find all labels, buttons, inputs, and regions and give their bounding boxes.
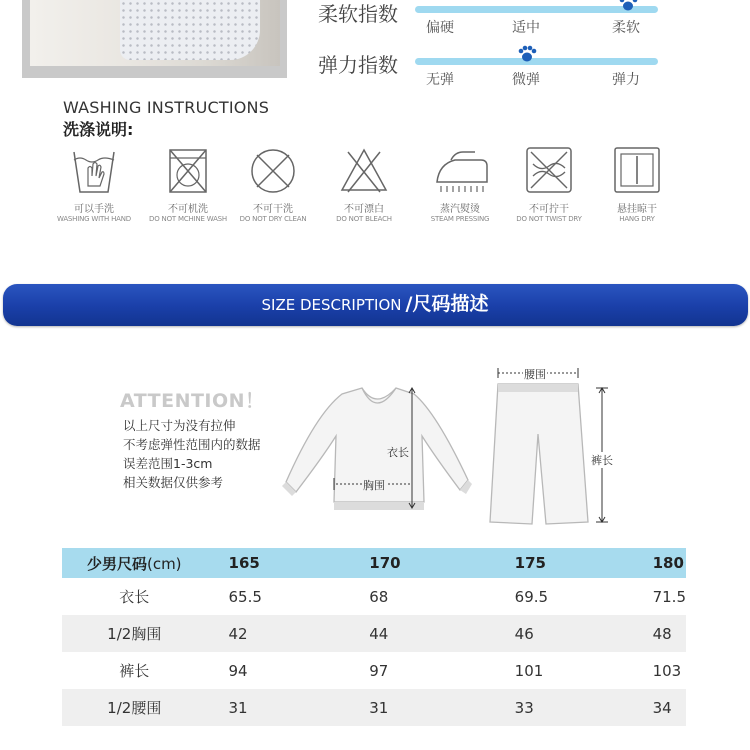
table-cell: 101: [514, 661, 544, 680]
diagram-label-chest: 胸围: [363, 479, 385, 492]
hand-wash-icon: [66, 146, 122, 198]
no-bleach-icon: [336, 146, 392, 198]
wash-no-wring-cn: 不可拧干: [529, 204, 569, 215]
header-label-cell: [62, 548, 207, 578]
header-size: 165: [207, 548, 348, 578]
wash-hang-dry-en: HANG DRY: [619, 215, 655, 223]
banner-en: SIZE DESCRIPTION: [261, 296, 402, 314]
size-table-header: [62, 548, 686, 578]
table-cell: 48: [631, 615, 686, 652]
washing-title-en: WASHING INSTRUCTIONS: [63, 98, 270, 117]
wash-steam-iron-cn: 蒸汽熨烫: [440, 204, 480, 215]
size-table: [62, 548, 686, 726]
wash-hand-en: WASHING WITH HAND: [56, 215, 131, 223]
row-label: 1/2胸围: [62, 615, 207, 652]
softness-paw-icon: [618, 0, 638, 12]
row-label: 1/2腰围: [62, 689, 207, 726]
wash-no-wring-en: DO NOT TWIST DRY: [516, 215, 582, 223]
wash-no-machine-cn: 不可机洗: [168, 204, 208, 215]
elasticity-paw-icon: [517, 45, 537, 63]
table-row: [62, 578, 686, 615]
softness-label-soft: 柔软: [612, 20, 640, 36]
elasticity-title: 弹力指数: [318, 53, 398, 77]
table-row: [62, 652, 686, 689]
wash-no-dry-clean-cn: 不可干洗: [253, 204, 293, 215]
softness-label-medium: 适中: [512, 20, 540, 36]
wash-no-dry-clean-en: DO NOT DRY CLEAN: [239, 215, 307, 223]
table-cell: 42: [207, 615, 348, 652]
diagram-label-waist: 腰围: [524, 368, 546, 381]
table-cell: 103: [652, 661, 682, 680]
table-cell: 69.5: [514, 587, 549, 606]
table-cell: 31: [207, 689, 348, 726]
softness-label-hard: 偏硬: [426, 20, 454, 36]
elasticity-label-elastic: 弹力: [612, 72, 640, 88]
wash-item-steam-iron: [420, 146, 500, 223]
pants-outline: [490, 384, 588, 524]
wash-steam-iron-en: STEAM PRESSING: [430, 215, 490, 223]
diagram-label-pants-length: 裤长: [591, 454, 613, 467]
banner-cn: /尺码描述: [405, 293, 489, 315]
row-label: 裤长: [119, 662, 150, 680]
table-row: [62, 689, 686, 726]
table-cell: 46: [493, 615, 631, 652]
washing-title-cn: 洗涤说明:: [63, 120, 134, 139]
wash-item-no-machine: [148, 146, 228, 223]
wash-hang-dry-cn: 悬挂晾干: [617, 204, 657, 215]
table-cell: 65.5: [228, 587, 262, 606]
softness-title: 柔软指数: [318, 2, 398, 26]
wash-no-bleach-en: DO NOT BLEACH: [336, 215, 392, 223]
no-machine-wash-icon: [160, 146, 216, 198]
attention-line-2: 不考虑弹性范围内的数据: [123, 437, 261, 452]
header-size: 170: [347, 548, 492, 578]
diagram-label-top-length: 衣长: [387, 446, 409, 459]
wash-no-machine-en: DO NOT MCHINE WASH: [149, 215, 227, 223]
no-wring-icon: [521, 146, 577, 198]
wash-no-bleach-cn: 不可漂白: [344, 204, 384, 215]
header-label: 少男尺码: [86, 554, 147, 573]
attention-line-1: 以上尺寸为没有拉伸: [123, 418, 236, 433]
size-description-heading: [0, 284, 750, 326]
wash-item-no-wring: [509, 146, 589, 223]
wash-item-no-dry-clean: [233, 146, 313, 223]
wash-item-hand: [54, 146, 134, 223]
table-cell: 71.5: [652, 587, 686, 606]
header-unit: (cm): [146, 554, 182, 573]
hang-dry-icon: [609, 146, 665, 198]
attention-title: ATTENTION！: [120, 390, 265, 412]
table-cell: 68: [369, 587, 389, 606]
elasticity-label-slight: 微弹: [512, 72, 540, 88]
row-label: 衣长: [119, 588, 150, 606]
attention-line-4: 相关数据仅供参考: [123, 475, 224, 490]
attention-line-3: 误差范围1-3cm: [123, 456, 213, 471]
elasticity-label-none: 无弹: [426, 72, 454, 88]
wash-hand-cn: 可以手洗: [74, 204, 114, 215]
table-cell: 31: [347, 689, 492, 726]
no-dry-clean-icon: [245, 146, 301, 198]
product-photo-sleeve: [120, 0, 260, 60]
header-size: 180: [631, 548, 686, 578]
wash-item-no-bleach: [324, 146, 404, 223]
table-cell: 34: [631, 689, 686, 726]
table-cell: 33: [493, 689, 631, 726]
table-cell: 44: [347, 615, 492, 652]
table-row: [62, 615, 686, 652]
header-size: 175: [493, 548, 631, 578]
table-cell: 97: [369, 661, 389, 680]
wash-item-hang-dry: [597, 146, 677, 223]
size-diagram: [276, 362, 616, 532]
table-cell: 94: [228, 661, 248, 680]
steam-iron-icon: [429, 146, 491, 198]
